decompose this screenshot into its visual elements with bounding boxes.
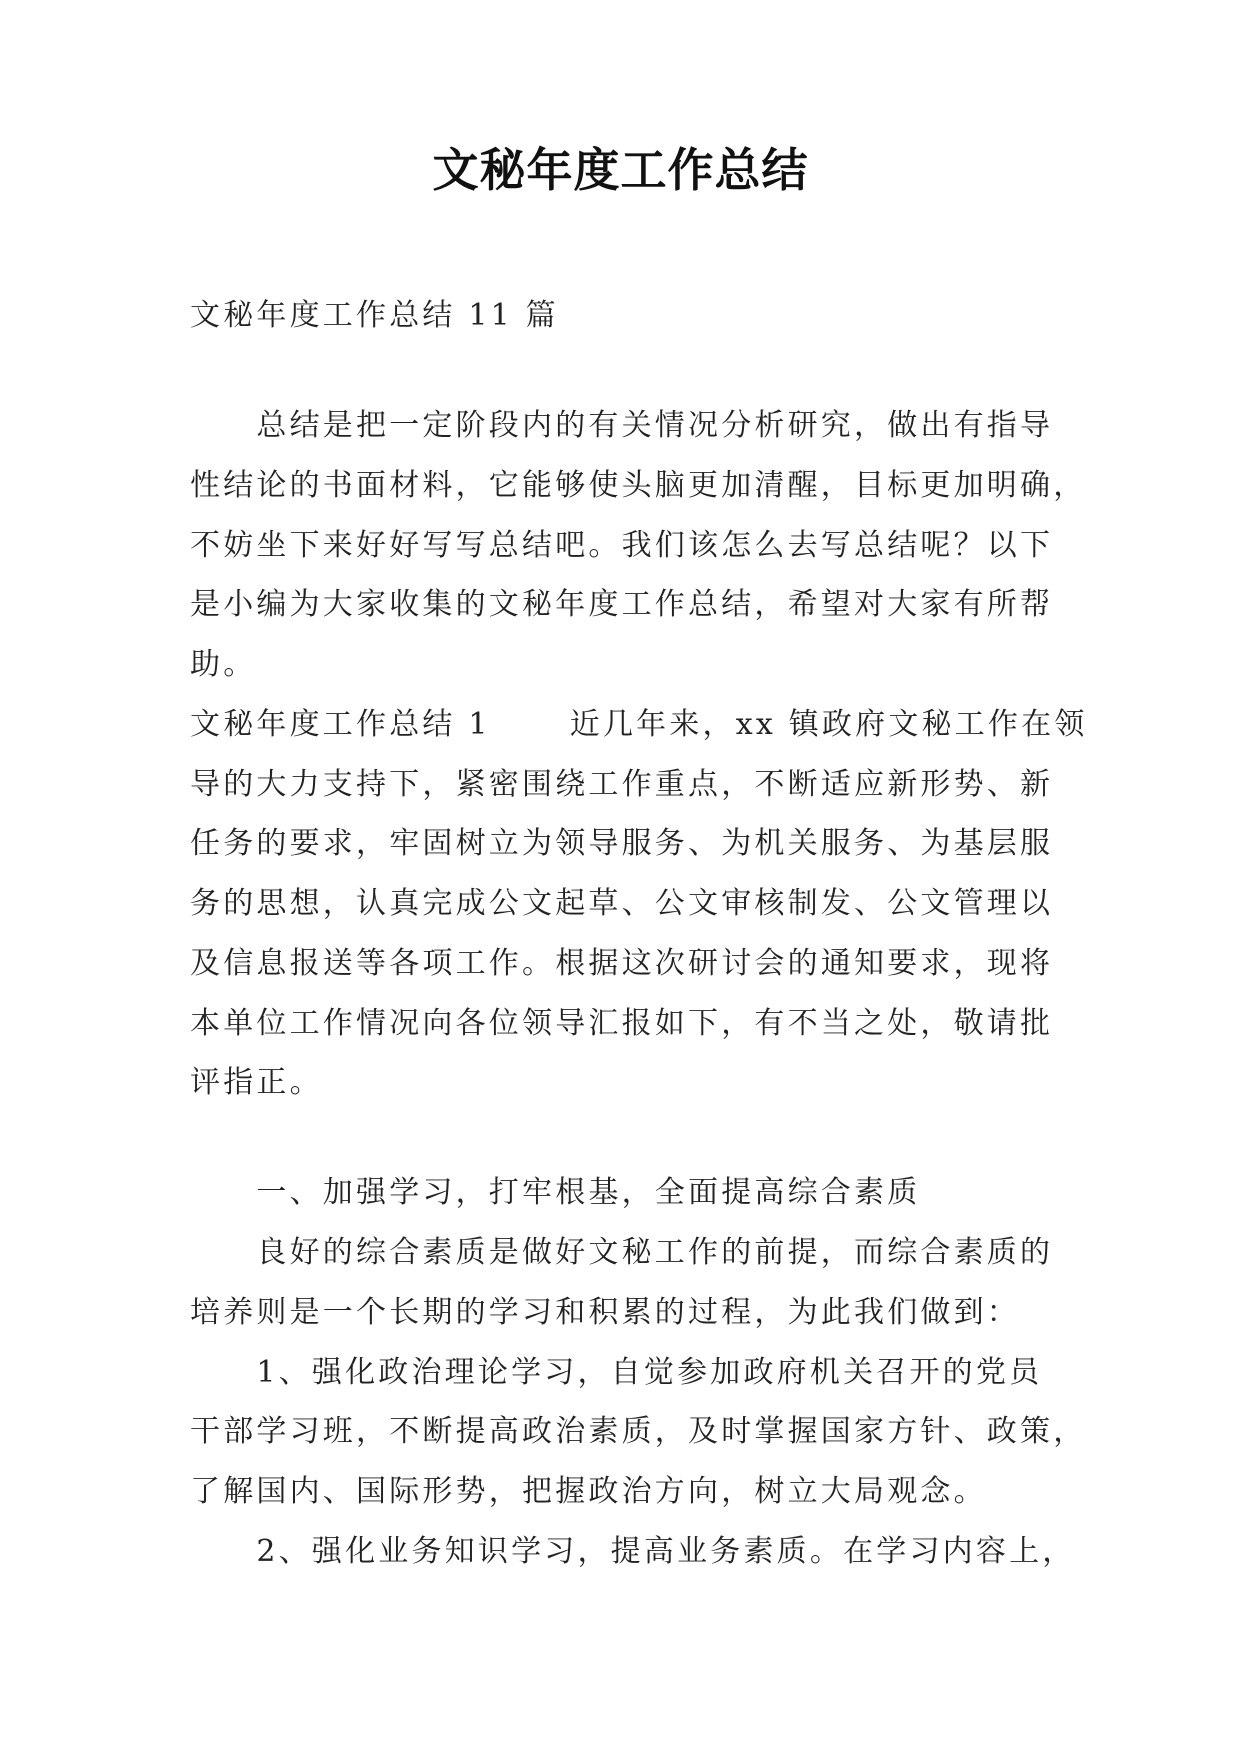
paragraph-line: 本单位工作情况向各位领导汇报如下，有不当之处，敬请批	[190, 1006, 1054, 1041]
paragraph-line: 总结是把一定阶段内的有关情况分析研究，做出有指导	[190, 408, 1054, 443]
paragraph-line: 了解国内、国际形势，把握政治方向，树立大局观念。	[190, 1474, 987, 1509]
paragraph-line: 良好的综合素质是做好文秘工作的前提，而综合素质的	[190, 1235, 1054, 1270]
paragraph-line: 性结论的书面材料，它能够使头脑更加清醒，目标更加明确，	[190, 468, 1087, 503]
document-subtitle: 文秘年度工作总结 11 篇	[190, 298, 559, 333]
paragraph-line: 导的大力支持下，紧密围绕工作重点，不断适应新形势、新	[190, 767, 1054, 802]
paragraph-line: 是小编为大家收集的文秘年度工作总结，希望对大家有所帮	[190, 587, 1054, 622]
paragraph-line: 干部学习班，不断提高政治素质，及时掌握国家方针、政策，	[190, 1414, 1087, 1449]
paragraph-line: 文秘年度工作总结 1 近几年来，xx 镇政府文秘工作在领	[190, 707, 1088, 742]
section-heading: 一、加强学习，打牢根基，全面提高综合素质	[190, 1175, 921, 1210]
paragraph-line: 1、强化政治理论学习，自觉参加政府机关召开的党员	[190, 1355, 1043, 1390]
paragraph-line: 及信息报送等各项工作。根据这次研讨会的通知要求，现将	[190, 946, 1054, 981]
paragraph-line: 评指正。	[190, 1065, 323, 1100]
paragraph-line: 任务的要求，牢固树立为领导服务、为机关服务、为基层服	[190, 826, 1054, 861]
paragraph-line: 不妨坐下来好好写写总结吧。我们该怎么去写总结呢？以下	[190, 528, 1054, 563]
paragraph-line: 助。	[190, 647, 257, 682]
paragraph-line: 培养则是一个长期的学习和积累的过程，为此我们做到：	[190, 1295, 1020, 1330]
paragraph-line: 务的思想，认真完成公文起草、公文审核制发、公文管理以	[190, 886, 1054, 921]
document-title: 文秘年度工作总结	[432, 143, 809, 197]
paragraph-line: 2、强化业务知识学习，提高业务素质。在学习内容上，	[190, 1534, 1076, 1569]
